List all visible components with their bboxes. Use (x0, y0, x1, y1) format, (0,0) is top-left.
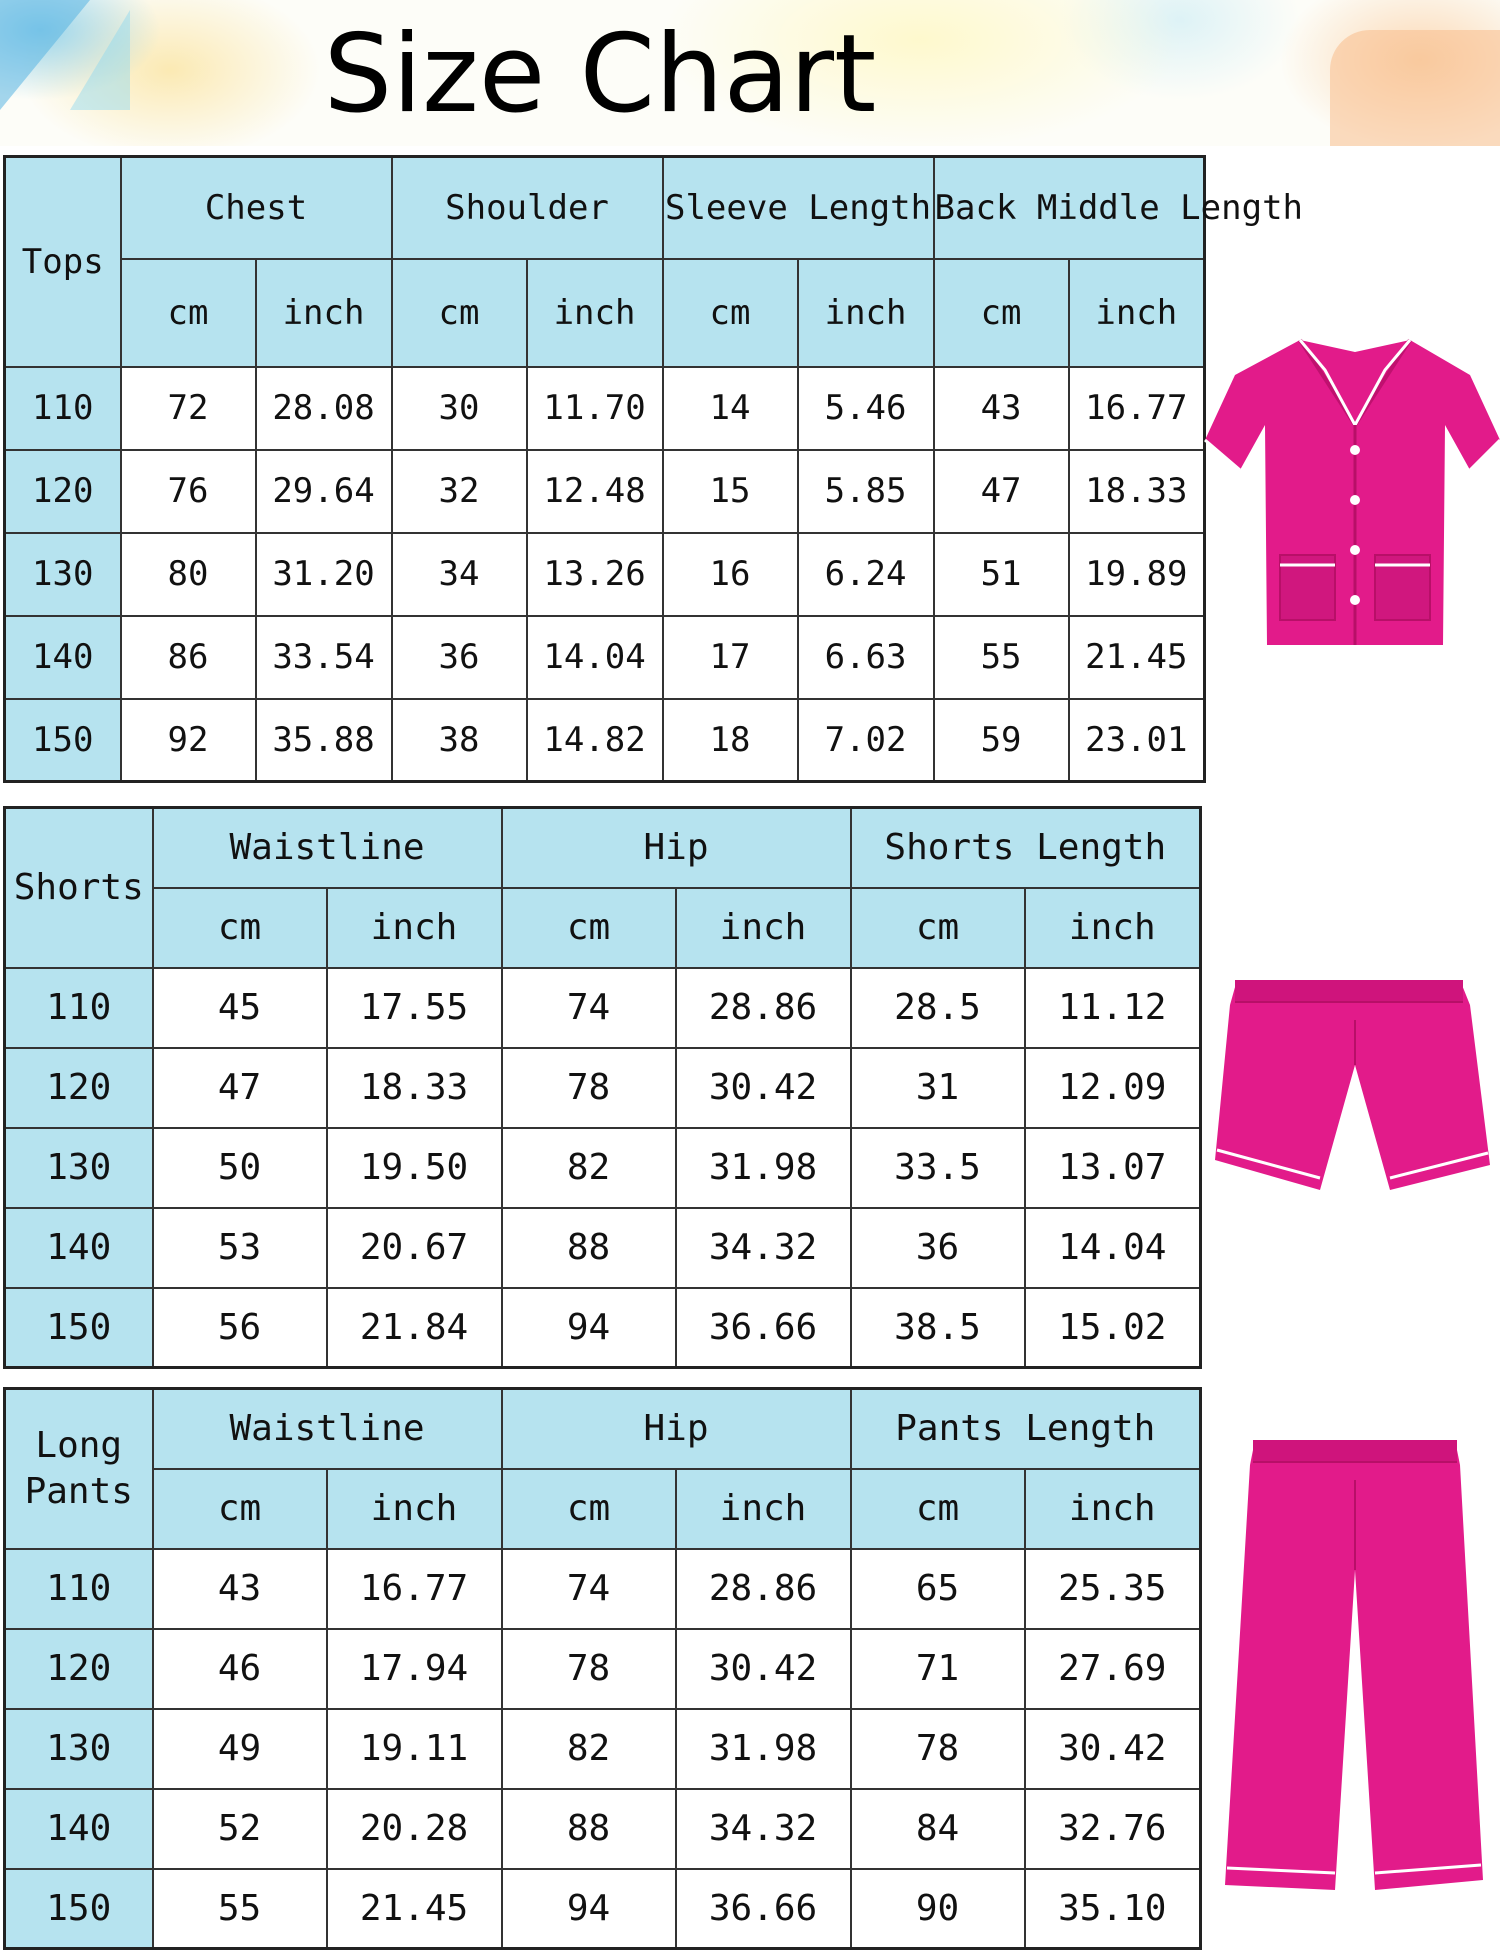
size-label: 110 (5, 968, 153, 1048)
unit-header: inch (327, 888, 502, 968)
measurement-cell: 16.77 (1069, 367, 1205, 450)
measurement-cell: 43 (153, 1549, 327, 1629)
table-row (5, 1048, 1201, 1128)
table-row (5, 533, 1205, 616)
measurement-cell: 36 (851, 1208, 1025, 1288)
size-label: 120 (5, 1048, 153, 1128)
measurement-cell: 27.69 (1025, 1629, 1201, 1709)
unit-header: inch (676, 888, 851, 968)
measurement-cell: 30.42 (676, 1048, 851, 1128)
size-label: 130 (5, 1709, 153, 1789)
pants-corner-label (5, 1389, 153, 1549)
size-label: 140 (5, 616, 121, 699)
size-label: 140 (5, 1789, 153, 1869)
table-row (5, 1549, 1201, 1629)
column-group-header: Hip (502, 1389, 851, 1469)
tops-size-table (3, 155, 1304, 783)
unit-header: inch (798, 259, 934, 367)
measurement-cell: 29.64 (256, 450, 392, 533)
measurement-cell: 28.86 (676, 1549, 851, 1629)
pajama-top-icon (1205, 330, 1500, 650)
measurement-cell: 90 (851, 1869, 1025, 1949)
measurement-cell: 74 (502, 968, 676, 1048)
table-row (5, 1869, 1201, 1949)
measurement-cell: 34 (392, 533, 527, 616)
measurement-cell: 35.88 (256, 699, 392, 782)
measurement-cell: 47 (934, 450, 1069, 533)
measurement-cell: 19.50 (327, 1128, 502, 1208)
measurement-cell: 82 (502, 1709, 676, 1789)
size-label: 120 (5, 1629, 153, 1709)
measurement-cell: 31.98 (676, 1709, 851, 1789)
column-group-header: Shorts Length (851, 808, 1201, 888)
table-row (5, 1629, 1201, 1709)
measurement-cell: 88 (502, 1208, 676, 1288)
table-row (5, 1789, 1201, 1869)
unit-header: cm (663, 259, 798, 367)
measurement-cell: 18.33 (327, 1048, 502, 1128)
unit-header: cm (153, 1469, 327, 1549)
measurement-cell: 14.04 (527, 616, 663, 699)
measurement-cell: 23.01 (1069, 699, 1205, 782)
measurement-cell: 14.04 (1025, 1208, 1201, 1288)
table-row (5, 1288, 1201, 1368)
measurement-cell: 74 (502, 1549, 676, 1629)
measurement-cell: 82 (502, 1128, 676, 1208)
size-label: 150 (5, 1288, 153, 1368)
size-label: 110 (5, 367, 121, 450)
measurement-cell: 28.08 (256, 367, 392, 450)
measurement-cell: 71 (851, 1629, 1025, 1709)
pants-corner-line1: Long (35, 1424, 123, 1466)
measurement-cell: 19.89 (1069, 533, 1205, 616)
measurement-cell: 5.46 (798, 367, 934, 450)
measurement-cell: 17 (663, 616, 798, 699)
measurement-cell: 78 (502, 1048, 676, 1128)
measurement-cell: 19.11 (327, 1709, 502, 1789)
measurement-cell: 53 (153, 1208, 327, 1288)
measurement-cell: 17.55 (327, 968, 502, 1048)
measurement-cell: 31 (851, 1048, 1025, 1128)
column-group-header: Waistline (153, 808, 502, 888)
measurement-cell: 16.77 (327, 1549, 502, 1629)
measurement-cell: 43 (934, 367, 1069, 450)
measurement-cell: 30 (392, 367, 527, 450)
pants-size-table (3, 1387, 1202, 1950)
size-label: 110 (5, 1549, 153, 1629)
column-group-header: Back Middle Length (934, 157, 1205, 259)
table-row (5, 367, 1205, 450)
unit-header: inch (327, 1469, 502, 1549)
measurement-cell: 51 (934, 533, 1069, 616)
measurement-cell: 34.32 (676, 1789, 851, 1869)
measurement-cell: 20.67 (327, 1208, 502, 1288)
measurement-cell: 11.70 (527, 367, 663, 450)
measurement-cell: 18.33 (1069, 450, 1205, 533)
measurement-cell: 7.02 (798, 699, 934, 782)
size-label: 150 (5, 1869, 153, 1949)
measurement-cell: 55 (153, 1869, 327, 1949)
measurement-cell: 55 (934, 616, 1069, 699)
table-row (5, 1709, 1201, 1789)
measurement-cell: 36.66 (676, 1288, 851, 1368)
measurement-cell: 38.5 (851, 1288, 1025, 1368)
column-group-header: Shoulder (392, 157, 663, 259)
measurement-cell: 14 (663, 367, 798, 450)
size-label: 150 (5, 699, 121, 782)
measurement-cell: 14.82 (527, 699, 663, 782)
measurement-cell: 52 (153, 1789, 327, 1869)
measurement-cell: 31.20 (256, 533, 392, 616)
table-row (5, 968, 1201, 1048)
unit-header: cm (851, 888, 1025, 968)
measurement-cell: 59 (934, 699, 1069, 782)
measurement-cell: 92 (121, 699, 256, 782)
table-row (5, 616, 1205, 699)
unit-header: cm (153, 888, 327, 968)
measurement-cell: 49 (153, 1709, 327, 1789)
measurement-cell: 21.45 (327, 1869, 502, 1949)
measurement-cell: 21.84 (327, 1288, 502, 1368)
unit-header: cm (502, 1469, 676, 1549)
tops-corner-label: Tops (5, 157, 121, 367)
measurement-cell: 13.26 (527, 533, 663, 616)
unit-header: cm (121, 259, 256, 367)
pants-corner-line2: Pants (24, 1470, 133, 1512)
measurement-cell: 28.5 (851, 968, 1025, 1048)
table-row (5, 1208, 1201, 1288)
measurement-cell: 6.63 (798, 616, 934, 699)
measurement-cell: 88 (502, 1789, 676, 1869)
measurement-cell: 25.35 (1025, 1549, 1201, 1629)
unit-header: inch (1025, 1469, 1201, 1549)
measurement-cell: 36.66 (676, 1869, 851, 1949)
measurement-cell: 65 (851, 1549, 1025, 1629)
measurement-cell: 32 (392, 450, 527, 533)
measurement-cell: 18 (663, 699, 798, 782)
measurement-cell: 33.54 (256, 616, 392, 699)
measurement-cell: 11.12 (1025, 968, 1201, 1048)
measurement-cell: 36 (392, 616, 527, 699)
size-label: 120 (5, 450, 121, 533)
table-row (5, 699, 1205, 782)
shorts-size-table (3, 806, 1202, 1369)
pajama-shorts-icon (1215, 980, 1490, 1215)
column-group-header: Pants Length (851, 1389, 1201, 1469)
size-label: 130 (5, 1128, 153, 1208)
size-label: 130 (5, 533, 121, 616)
column-group-header: Waistline (153, 1389, 502, 1469)
measurement-cell: 76 (121, 450, 256, 533)
measurement-cell: 30.42 (1025, 1709, 1201, 1789)
column-group-header: Chest (121, 157, 392, 259)
page-title: Size Chart (323, 12, 877, 137)
measurement-cell: 38 (392, 699, 527, 782)
measurement-cell: 34.32 (676, 1208, 851, 1288)
measurement-cell: 32.76 (1025, 1789, 1201, 1869)
measurement-cell: 56 (153, 1288, 327, 1368)
measurement-cell: 47 (153, 1048, 327, 1128)
measurement-cell: 84 (851, 1789, 1025, 1869)
column-group-header: Sleeve Length (663, 157, 934, 259)
unit-header: cm (392, 259, 527, 367)
measurement-cell: 35.10 (1025, 1869, 1201, 1949)
measurement-cell: 13.07 (1025, 1128, 1201, 1208)
unit-header: cm (851, 1469, 1025, 1549)
measurement-cell: 45 (153, 968, 327, 1048)
measurement-cell: 31.98 (676, 1128, 851, 1208)
measurement-cell: 78 (851, 1709, 1025, 1789)
measurement-cell: 46 (153, 1629, 327, 1709)
measurement-cell: 15.02 (1025, 1288, 1201, 1368)
measurement-cell: 21.45 (1069, 616, 1205, 699)
measurement-cell: 17.94 (327, 1629, 502, 1709)
measurement-cell: 86 (121, 616, 256, 699)
unit-header: inch (256, 259, 392, 367)
decor-shape (1330, 30, 1500, 146)
table-row (5, 450, 1205, 533)
measurement-cell: 33.5 (851, 1128, 1025, 1208)
unit-header: inch (1025, 888, 1201, 968)
measurement-cell: 6.24 (798, 533, 934, 616)
measurement-cell: 80 (121, 533, 256, 616)
measurement-cell: 78 (502, 1629, 676, 1709)
measurement-cell: 30.42 (676, 1629, 851, 1709)
measurement-cell: 12.48 (527, 450, 663, 533)
measurement-cell: 12.09 (1025, 1048, 1201, 1128)
measurement-cell: 50 (153, 1128, 327, 1208)
pajama-pants-icon (1225, 1440, 1485, 1900)
measurement-cell: 94 (502, 1288, 676, 1368)
unit-header: cm (934, 259, 1069, 367)
measurement-cell: 72 (121, 367, 256, 450)
measurement-cell: 16 (663, 533, 798, 616)
column-group-header: Hip (502, 808, 851, 888)
measurement-cell: 15 (663, 450, 798, 533)
measurement-cell: 5.85 (798, 450, 934, 533)
unit-header: inch (1069, 259, 1205, 367)
size-label: 140 (5, 1208, 153, 1288)
measurement-cell: 94 (502, 1869, 676, 1949)
unit-header: inch (676, 1469, 851, 1549)
measurement-cell: 28.86 (676, 968, 851, 1048)
unit-header: cm (502, 888, 676, 968)
unit-header: inch (527, 259, 663, 367)
measurement-cell: 20.28 (327, 1789, 502, 1869)
shorts-corner-label: Shorts (5, 808, 153, 968)
table-row (5, 1128, 1201, 1208)
